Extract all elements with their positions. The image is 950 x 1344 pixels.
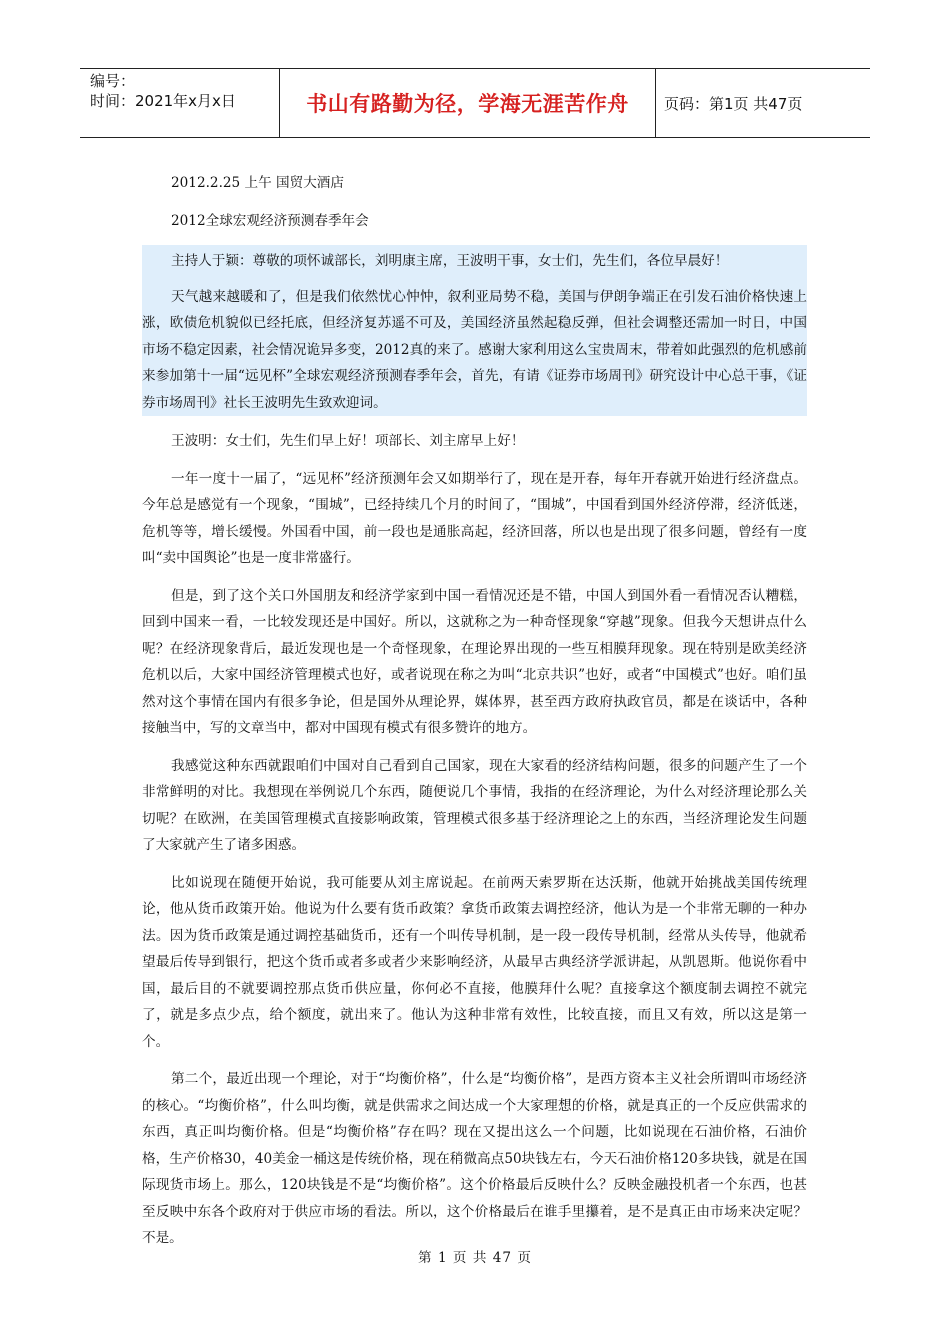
event-title: 2012全球宏观经济预测春季年会 [171, 212, 369, 229]
header-meta [80, 69, 280, 137]
paragraph: 王波明：女士们，先生们早上好！项部长、刘主席早上好！ [171, 433, 525, 449]
paragraph: 比如说现在随便开始说，我可能要从刘主席说起。在前两天索罗斯在达沃斯，他就开始挑战美国传统理论，他从货币政策开始。他说为什么要有货币政策？拿货币政策去调控经济，他认为是一个非常无聊的一种办法。因为货币政策是通过调控基础货币，还有一个叫传导机制，是一段一段传导机制，经常从头传导，他就希望最后传导到银行，把这个货币或者多或者少来影响经济，从最早古典经济学派讲起，从凯恩斯。他说你看中国，最后目的不就要调控那点货币供应量，你何必不直接，他膜拜什么呢？直接拿这个额度制去调控不就完了，就是多点少点，给个额度，就出来了。他认为这种非常有效性，比较直接，而且又有效，所以这是第一个。 [142, 874, 807, 1050]
highlighted-section [142, 245, 807, 416]
host-introduction: 天气越来越暖和了，但是我们依然忧心忡忡，叙利亚局势不稳，美国与伊朗争端正在引发石油价格快速上涨，欧债危机貌似已经托底，但经济复苏遥不可及，美国经济虽然起稳反弹，但社会调整还需加一时日，中国市场不稳定因素，社会情况诡异多变，2012真的来了。感谢大家利用这么宝贵周末，带着如此强烈的危机感前来参加第十一届“远见杯”全球宏观经济预测春季年会，首先，有请《证券市场周刊》研究设计中心总干事，《证券市场周刊》社长王波明先生致欢迎词。 [142, 288, 807, 411]
page-footer: 第 1 页 共 47 页 [418, 1250, 532, 1266]
paragraph: 第二个，最近出现一个理论，对于“均衡价格”，什么是“均衡价格”，是西方资本主义社会所谓叫市场经济的核心。“均衡价格”，什么叫均衡，就是供需求之间达成一个大家理想的价格，就是真正的一个反应供需求的东西，真正叫均衡价格。但是“均衡价格”存在吗？现在又提出这么一个问题，比如说现在石油价格，石油价格，生产价格30，40美金一桶这是传统价格，现在稍微高点50块钱左右，今天石油价格120多块钱，就是在国际现货市场上。那么，120块钱是不是“均衡价格”。这个价格最后反映什么？反映金融投机者一个东西，也甚至反映中东各个政府对于供应市场的看法。所以，这个价格最后在谁手里攥着，是不是真正由市场来决定呢？不是。 [142, 1071, 807, 1246]
time-label: 时间：2021年x月x日 [90, 92, 236, 110]
header-page-info: 页码：第1页 共47页 [664, 94, 803, 113]
document-body [142, 170, 807, 1263]
paragraph: 我感觉这种东西就跟咱们中国对自己看到自己国家，现在大家看的经济结构问题，很多的问题产生了一个非常鲜明的对比。我想现在举例说几个东西，随便说几个事情，我指的在经济理论，为什么对经济理论那么关切呢？在欧洲，在美国管理模式直接影响政策，管理模式很多基于经济理论之上的东西，当经济理论发生问题了大家就产生了诸多困惑。 [142, 757, 807, 853]
host-greeting: 主持人于颖：尊敬的项怀诚部长，刘明康主席，王波明干事，女士们，先生们，各位早晨好！ [171, 253, 729, 269]
document-header [80, 68, 870, 138]
date-line: 2012.2.25 上午 国贸大酒店 [171, 175, 344, 191]
header-motto: 书山有路勤为径，学海无涯苦作舟 [280, 69, 656, 137]
paragraph: 但是，到了这个关口外国朋友和经济学家到中国一看情况还是不错，中国人到国外看一看情况否认糟糕，回到中国来一看，一比较发现还是中国好。所以，这就称之为一种奇怪现象“穿越”现象。但我今天想讲点什么呢？在经济现象背后，最近发现也是一个奇怪现象，在理论界出现的一些互相膜拜现象。现在特别是欧美经济危机以后，大家中国经济管理模式也好，或者说现在称之为叫“北京共识”也好，或者“中国模式”也好。咱们虽然对这个事情在国内有很多争论，但是国外从理论界，媒体界，甚至西方政府执政官员，都是在谈话中，各种接触当中，写的文章当中，都对中国现有模式有很多赞许的地方。 [142, 587, 807, 736]
paragraph: 一年一度十一届了，“远见杯”经济预测年会又如期举行了，现在是开春，每年开春就开始进行经济盘点。今年总是感觉有一个现象，“围城”，已经持续几个月的时间了，“围城”，中国看到国外经济停滞，经济低迷，危机等等，增长缓慢。外国看中国，前一段也是通胀高起，经济回落，所以也是出现了很多问题，曾经有一度叫“卖中国舆论”也是一度非常盛行。 [142, 470, 807, 566]
number-label: 编号： [90, 72, 136, 90]
